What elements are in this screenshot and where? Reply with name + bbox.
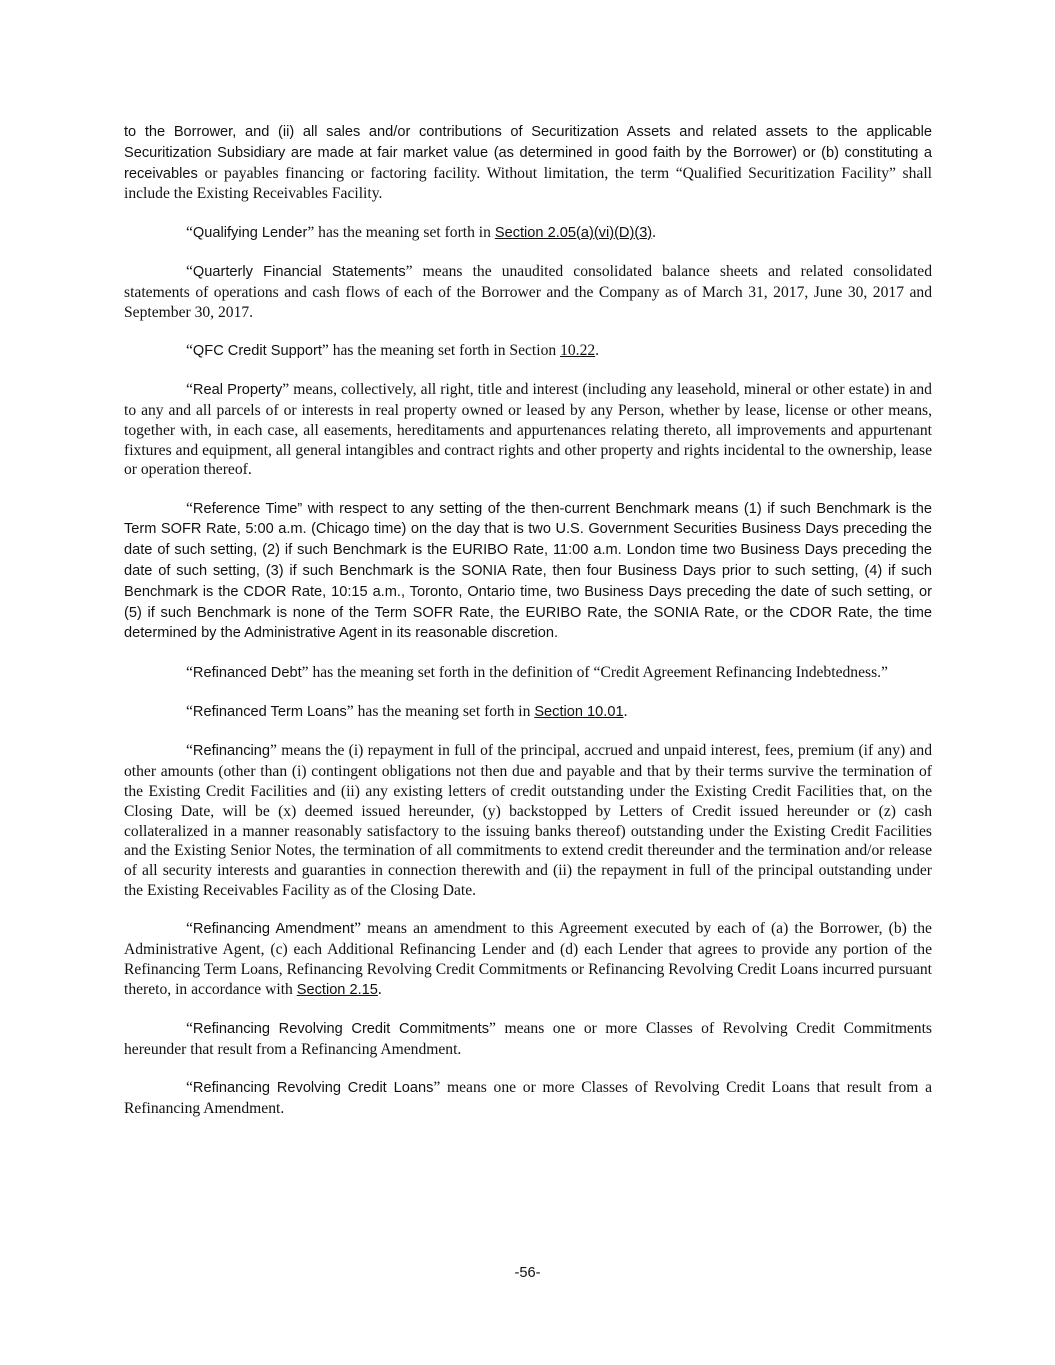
document-page [124,122,932,1137]
open-quote: “ [186,742,193,760]
definition-qfc-credit-support [124,341,932,362]
definition-text: . [652,223,657,241]
definition-text: ” has the meaning set forth in [307,223,495,241]
page-number: -56- [514,1265,541,1281]
definition-text: ” means, collectively, all right, title and interest (including any leasehold, mineral or other estate) in and to any and all parcels of or interests in real property owned or leased by any Person, whether by lease, license or other means, together with, in each case, all easements, hereditaments and appurtenances relating thereto, all improvements and appurtenant fixtures and equipment, all general intangibles and contract rights and other property and rights incidental to the ownership, lease or operation thereof. [124,381,932,479]
defined-term: Refinanced Debt [192,664,302,681]
definition-text: . [623,703,628,721]
defined-term: Refinancing [192,743,270,760]
section-reference-link[interactable]: Section 2.15 [296,981,378,998]
open-quote: “ [186,703,193,721]
definition-text: ” with respect to any setting of the then-current Benchmark means (1) if such Benchmark is the Term SOFR Rate, 5:00 a.m. (Chicago time) on the day that is two U.S. Government Securities Business Days preceding the date of such setting, (2) if such Benchmark is the EURIBO Rate, 11:00 a.m. London time two Business Days preceding the date of such setting, (3) if such Benchmark is the SONIA Rate, then four Business Days prior to such setting, (4) if such Benchmark is the CDOR Rate, 10:15 a.m., Toronto, Ontario time, two Business Days preceding the date of such setting, or (5) if such Benchmark is none of the Term SOFR Rate, the EURIBO Rate, the SONIA Rate, or the CDOR Rate, the time determined by the Administrative Agent in its reasonable discretion. [124,500,932,642]
definition-refinanced-debt [124,663,932,684]
open-quote: “ [186,499,193,517]
section-reference-link[interactable]: Section 10.01 [534,704,624,721]
definition-refinancing-revolving-credit-loans [124,1078,932,1119]
open-quote: “ [186,262,193,280]
definition-text: ” means an amendment to this Agreement executed by each of (a) the Borrower, (b) the Administrative Agent, (c) each Additional Refinancing Lender and (d) each Lender that agrees to provide any portion of the Refinancing Term Loans, Refinancing Revolving Credit Commitments or Refinancing Revolving Credit Loans incurred pursuant thereto, in accordance with [124,920,932,998]
definition-text: ” has the meaning set forth in the definition of “Credit Agreement Refinancing Indebtedness.” [301,663,888,681]
definition-text: ” has the meaning set forth in [346,703,535,721]
paragraph-continuation [124,122,932,204]
definition-reference-time [124,499,932,645]
definition-refinancing-amendment [124,919,932,1000]
defined-term: Quarterly Financial Statements [192,263,406,280]
definition-text: . [377,980,382,998]
definition-refinancing-revolving-credit-commitments [124,1019,932,1060]
paragraph-text: or payables financing or factoring facility. Without limitation, the term “Qualified Securitization Facility” shall include the Existing Receivables Facility. [124,164,932,203]
defined-term: Reference Time [192,500,298,517]
defined-term: Refinancing Amendment [192,921,355,938]
open-quote: “ [186,341,193,359]
definition-text: . [595,341,600,359]
open-quote: “ [186,1019,193,1037]
section-reference-link[interactable]: Section 2.05(a)(vi)(D)(3) [494,224,653,241]
definition-text: ” means one or more Classes of Revolving Credit Loans that result from a Refinancing Amendment. [124,1078,932,1117]
definition-text: ” has the meaning set forth in Section [321,341,561,359]
definition-refinanced-term-loans [124,702,932,723]
defined-term: Real Property [192,382,283,399]
definition-refinancing [124,741,932,900]
open-quote: “ [186,381,193,399]
open-quote: “ [186,663,193,681]
defined-term: Refinancing Revolving Credit Loans [192,1079,434,1096]
paragraph-text: to the Borrower, and (ii) all sales and/or contributions of Securitization Assets and related assets to the applicable Securitization Subsidiary are made at fair market value (as determined in good faith by the Borrower) or (b) constituting a receivables [124,124,932,182]
open-quote: “ [186,920,193,938]
definition-text: ” means one or more Classes of Revolving Credit Commitments hereunder that result from a Refinancing Amendment. [124,1019,932,1058]
definition-qualifying-lender [124,223,932,244]
definition-quarterly-financial-statements [124,262,932,322]
open-quote: “ [186,1078,193,1096]
section-reference-link[interactable]: 10.22 [560,341,596,359]
open-quote: “ [186,223,193,241]
defined-term: Qualifying Lender [192,224,308,241]
defined-term: QFC Credit Support [192,342,322,359]
defined-term: Refinancing Revolving Credit Commitments [192,1020,490,1037]
defined-term: Refinanced Term Loans [192,704,347,721]
definition-text: ” means the unaudited consolidated balance sheets and related consolidated statements of operations and cash flows of each of the Borrower and the Company as of March 31, 2017, June 30, 2017 and September 30, 2017. [124,262,932,321]
definition-real-property [124,380,932,480]
definition-text: ” means the (i) repayment in full of the principal, accrued and unpaid interest, fees, premium (if any) and other amounts (other than (i) contingent obligations not then due and payable and that by their terms survive the termination of the Existing Credit Facilities and (ii) any existing letters of credit outstanding under the Existing Credit Facilities that, on the Closing Date, will be (x) deemed issued hereunder, (y) backstopped by Letters of Credit issued hereunder or (z) cash collateralized in a manner reasonably satisfactory to the issuing banks thereof) outstanding under the Existing Credit Facilities and the Existing Senior Notes, the termination of all commitments to extend credit thereunder and the termination and/or release of all security interests and guaranties in connection therewith and (ii) the repayment in full of the principal outstanding under the Existing Receivables Facility as of the Closing Date. [124,742,932,899]
